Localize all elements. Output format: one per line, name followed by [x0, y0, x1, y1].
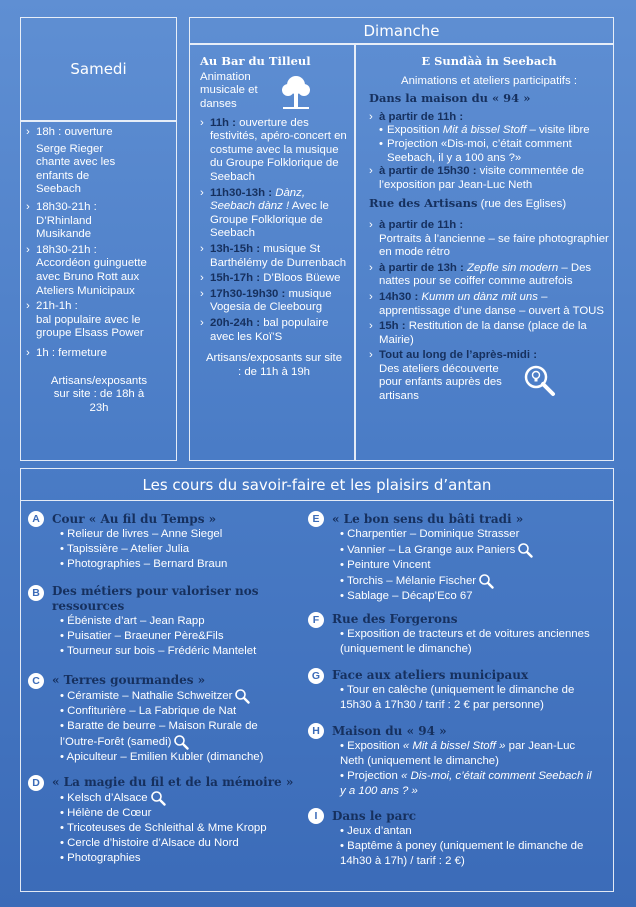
magnifier-icon	[234, 688, 250, 704]
badge-a: A	[28, 511, 44, 527]
dimanche-header	[189, 17, 614, 44]
badge-c: C	[28, 673, 44, 689]
badge-d: D	[28, 775, 44, 791]
bar-item: › 11h : ouverture des festivités, apéro-concert en costume avec la musique du Groupe Folklorique de Seebach	[200, 116, 347, 183]
section-i: Dans le parc • Jeux d’antan • Baptême à poney (uniquement le dimanche de 14h30 à 17h) / tarif : 2 €)	[332, 809, 602, 869]
sunda-column: E Sundàà in Seebach Animations et ateliers participatifs : Dans la maison du « 94 » › à partir de 11h : • Exposition Mit á bissel Stoff – visite libre • Projection «Dis-moi, c’était comment Seebach, il y a 100 ans ?» › à partir de 15h30 : visite commentée de l’exposition par Jean-Luc Neth Rue des Artisans (rue des Eglises) › à partir de 11h : Portraits à l’ancienne – se faire photographier en mode rétro › à partir de 13h : Zepfle sin modern – Des nattes pour se coiffer comme autrefois › 14h30 : Kumm un dànz mit uns – apprentissage d’une danse – ouvert à TOUS › 15h : Restitution de la danse (place de la Mairie) › Tout au long de l’après-midi : Des ateliers découverte pour enfants auprès des artisans	[355, 44, 614, 461]
section-a: Cour « Au fil du Temps » • Relieur de livres – Anne Siegel • Tapissière – Atelier Julia • Photographies – Bernard Braun	[52, 512, 302, 572]
arrow-icon: ›	[369, 349, 373, 362]
rue-item: › Tout au long de l’après-midi : Des ateliers découverte pour enfants auprès des artisans	[369, 349, 609, 403]
sunda-title: E Sundàà in Seebach	[421, 54, 557, 68]
samedi-program	[20, 121, 177, 461]
arrow-icon: ›	[200, 316, 204, 329]
section-f: Rue des Forgerons • Exposition de tracteurs et de voitures anciennes (uniquement le dimanche)	[332, 612, 592, 657]
maison-item: › à partir de 15h30 : visite commentée de l’exposition par Jean-Luc Neth	[369, 165, 585, 191]
bar-item: › 15h-17h : D’Bloos Büewe	[200, 272, 341, 285]
section-h: Maison du « 94 » • Exposition « Mit á bissel Stoff » par Jean-Luc Neth (uniquement le dimanche) • Projection « Dis-moi, c’était comment Seebach il y a 100 ans ? »	[332, 724, 600, 799]
bar-item: › 17h30-19h30 : musique Vogesia de Cleebourg	[200, 287, 332, 314]
rue-item: › à partir de 11h : Portraits à l’ancienne – se faire photographier en mode rétro	[369, 218, 609, 259]
arrow-icon: ›	[369, 320, 373, 333]
samedi-footer: Artisans/exposants sur site : de 18h à 23h	[50, 374, 148, 414]
section-b: Des métiers pour valoriser nos ressources • Ébéniste d’art – Jean Rapp • Puisatier – Braeuner Père&Fils • Tourneur sur bois – Frédéric Mantelet	[52, 584, 292, 659]
arrow-icon: ›	[200, 287, 204, 300]
magnifier-icon	[150, 790, 166, 806]
arrow-icon: ›	[26, 300, 30, 313]
rue-item: › 14h30 : Kumm un dànz mit uns – apprentissage d’une danse – ouvert à TOUS	[369, 290, 605, 317]
maison-item: › à partir de 11h :	[369, 110, 464, 123]
rue-artisans-heading: Rue des Artisans (rue des Eglises)	[369, 196, 567, 211]
badge-i: I	[308, 808, 324, 824]
section-e: « Le bon sens du bâti tradi » • Charpentier – Dominique Strasser • Vannier – La Grange aux Paniers • Peinture Vincent • Torchis – Mélanie Fischer • Sablage – Décap’Eco 67	[332, 512, 602, 604]
maison-title: Dans la maison du « 94 »	[369, 91, 531, 106]
cours-title: Les cours du savoir-faire et les plaisirs d’antan	[142, 476, 492, 494]
arrow-icon: ›	[369, 110, 373, 123]
rue-item: › à partir de 13h : Zepfle sin modern – Des nattes pour se coiffer comme autrefois	[369, 261, 592, 288]
cours-divider	[21, 500, 613, 501]
samedi-item: › 18h30-21h : Accordéon guinguette avec Bruno Rott aux Ateliers Municipaux	[26, 243, 147, 297]
section-g: Face aux ateliers municipaux • Tour en calèche (uniquement le dimanche de 15h30 à 17h30 / tarif : 2 € par personne)	[332, 668, 600, 713]
arrow-icon: ›	[26, 346, 30, 359]
arrow-icon: ›	[369, 218, 373, 231]
arrow-icon: ›	[26, 126, 30, 138]
arrow-icon: ›	[26, 200, 30, 213]
magnifier-icon	[478, 573, 494, 589]
arrow-icon: ›	[200, 116, 204, 129]
arrow-icon: ›	[200, 186, 204, 199]
samedi-item: › 18h : ouverture Serge Rieger chante avec les enfants de Seebach	[26, 126, 116, 196]
bar-title: Au Bar du Tilleul	[200, 54, 311, 68]
arrow-icon: ›	[369, 290, 373, 303]
samedi-header	[20, 17, 177, 121]
badge-h: H	[308, 723, 324, 739]
bar-footer: Artisans/exposants sur site : de 11h à 19h	[205, 352, 343, 378]
bar-subtitle: Animation musicale et danses	[200, 70, 258, 110]
bar-item: › 11h30-13h : Dànz, Seebach dànz ! Avec le Groupe Folklorique de Seebach	[200, 186, 329, 240]
arrow-icon: ›	[369, 261, 373, 274]
samedi-item: › 18h30-21h : D’Rhinland Musikande	[26, 200, 97, 241]
samedi-title: Samedi	[70, 60, 127, 78]
arrow-icon: ›	[200, 242, 204, 255]
badge-g: G	[308, 668, 324, 684]
samedi-item: › 21h-1h : bal populaire avec le groupe Elsass Power	[26, 300, 144, 340]
badge-b: B	[28, 585, 44, 601]
sunda-intro: Animations et ateliers participatifs :	[401, 74, 577, 87]
arrow-icon: ›	[26, 243, 30, 256]
section-d: « La magie du fil et de la mémoire » • Kelsch d’Alsace • Hélène de Cœur • Tricoteuses de Schleithal & Mme Kropp • Cercle d’histoire d’Alsace du Nord • Photographies	[52, 775, 312, 866]
rue-item: › 15h : Restitution de la danse (place de la Mairie)	[369, 320, 587, 346]
arrow-icon: ›	[200, 272, 204, 285]
section-c: « Terres gourmandes » • Céramiste – Nathalie Schweitzer • Confiturière – La Fabrique de Nat • Baratte de beurre – Maison Rurale de l’Outre-Forêt (samedi) • Apiculteur – Emilien Kubler (dimanche)	[52, 673, 297, 765]
magnifier-lightbulb-icon	[522, 363, 556, 397]
bar-item: › 13h-15h : musique St Barthélémy de Durrenbach	[200, 242, 347, 269]
bar-item: › 20h-24h : bal populaire avec les Koï’S	[200, 316, 329, 343]
magnifier-icon	[517, 542, 533, 558]
samedi-item: › 1h : fermeture	[26, 346, 107, 359]
bar-tilleul-column	[189, 44, 355, 461]
magnifier-icon	[173, 734, 189, 750]
arrow-icon: ›	[369, 165, 373, 178]
tree-icon	[278, 73, 314, 113]
dimanche-title: Dimanche	[363, 22, 440, 40]
badge-f: F	[308, 612, 324, 628]
badge-e: E	[308, 511, 324, 527]
